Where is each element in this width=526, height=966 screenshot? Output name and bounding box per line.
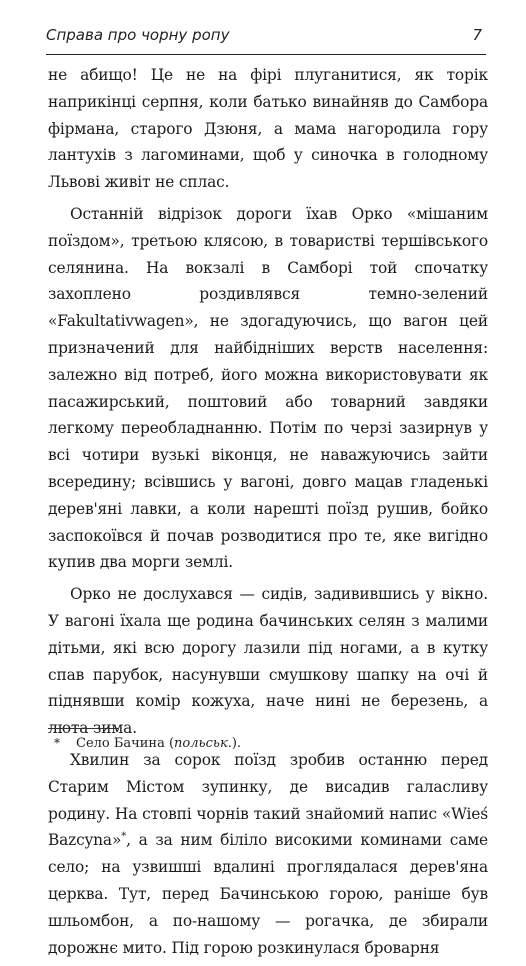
footnote bbox=[54, 734, 241, 753]
footnote-text: Село Бачина ( bbox=[76, 736, 175, 751]
footnote-marker: * bbox=[54, 736, 60, 750]
footnote-reference: * bbox=[121, 831, 127, 843]
paragraph-2: Останній відрізок дороги їхав Орко «мішаним поїздом», третьою клясою, в товаристві тершівського селянина. На вокзалі в Самборі той спочатку захоплено роздивлявся темно-зелений «Fakultativwagen», не здогадуючись, що вагон цей призначений для найбідніших верств населення: залежно від потреб, його можна використовувати як пасажирський, поштовий або товарний завдяки легкому переобладнанню. Потім по черзі зазирнув у всі чотири вузькі віконця, не наважуючись зайти всередину; всівшись у вагоні, довго мацав гладенькі дерев'яні лавки, а коли нарешті поїзд рушив, бойко заспокоївся й почав розводитися про те, яке вигідно купив два морги землі. bbox=[48, 204, 488, 572]
footnote-text-end: ). bbox=[231, 736, 242, 751]
paragraph-4 bbox=[48, 747, 488, 961]
body-text bbox=[48, 62, 488, 966]
paragraph-4-part-1: Хвилин за сорок поїзд зробив останню перед Старим Містом зупинку, де висадив галасливу родину. На стовпі чорнів такий знайомий напис «Wieś Bazcyna» bbox=[48, 750, 488, 850]
paragraph-4-part-2: , а за ним біліло високими коминами саме село; на узвишші вдалині проглядалася дерев'яна церква. Тут, перед Бачинською горою, раніше був шльомбон, а по-нашому — рогачка, де збирали дорожнє мито. Під горою розкинулася броварня bbox=[48, 831, 488, 957]
paragraph-1: не абищо! Це не на фірі плуганитися, як торік наприкінці серпня, коли батько винайняв до Самбора фірмана, старого Дзюня, а мама нагородила гору лантухів з лагоминами, щоб у синочка в голодному Львові живіт не сплас. bbox=[48, 66, 488, 192]
page-number: 7 bbox=[472, 26, 482, 44]
footnote-language: польськ. bbox=[174, 736, 232, 751]
footnote-divider bbox=[48, 728, 118, 729]
running-title: Справа про чорну ропу bbox=[46, 26, 230, 44]
running-header bbox=[46, 20, 486, 55]
paragraph-3: Орко не дослухався — сидів, задивившись у вікно. У вагоні їхала ще родина бачинських селян з малими дітьми, які всю дорогу лазили під ногами, а в кутку спав парубок, насунувши смушкову шапку на очі й піднявши комір кожуха, наче нині не березень, а люта зима. bbox=[48, 585, 488, 738]
